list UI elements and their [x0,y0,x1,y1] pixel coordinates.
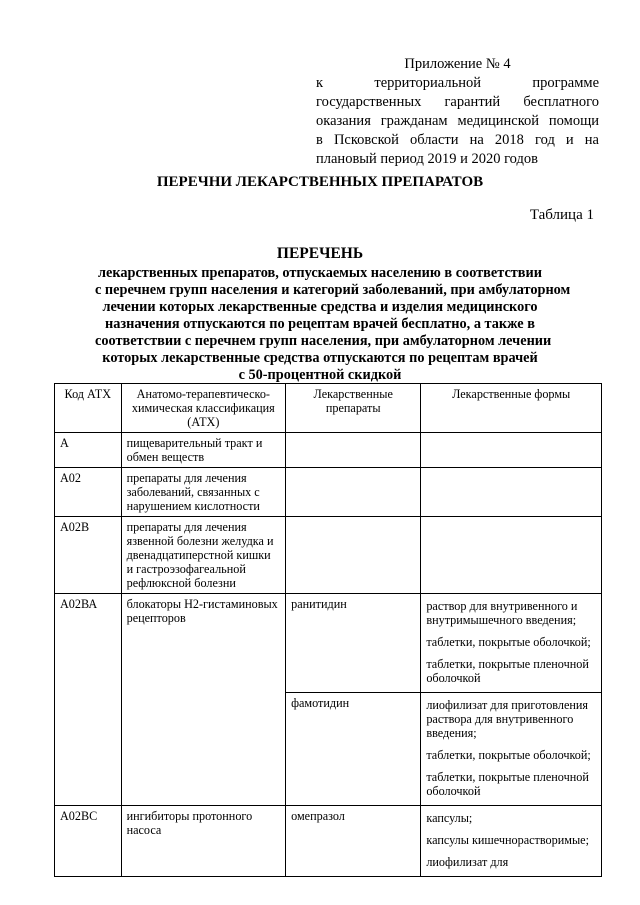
appendix-line: государственных гарантий бесплатного [316,94,599,110]
appendix-line: плановый период 2019 и 2020 годов [316,151,538,167]
table-row [55,594,602,693]
cell-forms [421,693,602,806]
subtitle-line: с перечнем групп населения и категорий заболеваний, при амбулаторном [95,282,571,298]
drug-form: раствор для внутривенного и внутримышечного введения; [426,599,578,627]
cell-forms [421,806,602,877]
cell-drug [286,433,421,468]
subtitle-line: которых лекарственные средства отпускаются по рецептам врачей [102,350,538,366]
appendix-line: в Псковской области на 2018 год и на [316,132,599,148]
cell-drug: ранитидин [286,594,421,693]
cell-drug [286,468,421,517]
list-subtitle [95,265,571,384]
cell-code: А02ВС [55,806,122,877]
cell-classification: ингибиторы протонного насоса [121,806,286,877]
drug-form: капсулы; [426,811,473,825]
cell-forms [421,468,602,517]
cell-forms [421,517,602,594]
header-drugs: Лекарственные препараты [286,384,421,433]
appendix-line: оказания гражданам медицинской помощи [316,113,599,129]
subtitle-line: с 50-процентной скидкой [238,367,402,383]
subtitle-line: лечении которых лекарственные средства и изделия медицинского [102,299,538,315]
cell-classification: пищеварительный тракт и обмен веществ [121,433,286,468]
drug-form: лиофилизат для приготовления раствора для внутривенного введения; [426,698,589,740]
header-code: Код АТХ [55,384,122,433]
table-row [55,468,602,517]
drug-table [54,383,602,877]
cell-forms [421,594,602,693]
drug-form: таблетки, покрытые оболочкой; [426,635,591,649]
header-forms: Лекарственные формы [421,384,602,433]
list-title: ПЕРЕЧЕНЬ [276,245,364,262]
subtitle-line: назначения отпускаются по рецептам врачей бесплатно, а также в [105,316,535,332]
cell-drug: фамотидин [286,693,421,806]
header-classification: Анатомо-терапевтическо-химическая классификация (АТХ) [121,384,286,433]
table-header-row [55,384,602,433]
subtitle-line: лекарственных препаратов, отпускаемых населению в соответствии [97,265,543,281]
drug-form: таблетки, покрытые пленочной оболочкой [426,770,589,798]
subtitle-line: соответствии с перечнем групп населения, при амбулаторном лечении [95,333,552,349]
cell-code: А02 [55,468,122,517]
table-row [55,433,602,468]
table-row [55,517,602,594]
appendix-line: к территориальной программе [316,75,599,91]
cell-classification: блокаторы Н2-гистаминовых рецепторов [121,594,286,806]
cell-forms [421,433,602,468]
cell-code: А [55,433,122,468]
cell-drug: омепразол [286,806,421,877]
cell-classification: препараты для лечения заболеваний, связанных с нарушением кислотности [121,468,286,517]
cell-drug [286,517,421,594]
cell-code: А02ВА [55,594,122,806]
table-row [55,806,602,877]
appendix-block [316,55,599,169]
drug-form: таблетки, покрытые оболочкой; [426,748,591,762]
drug-form: капсулы кишечнорастворимые; [426,833,589,847]
cell-classification: препараты для лечения язвенной болезни желудка и двенадцатиперстной кишки и гастроэзофагеальной рефлюксной болезни [121,517,286,594]
drug-form: лиофилизат для [426,855,509,869]
appendix-title: Приложение № 4 [404,56,511,72]
table-number: Таблица 1 [529,207,594,223]
drug-form: таблетки, покрытые пленочной оболочкой [426,657,589,685]
cell-code: А02В [55,517,122,594]
document-heading: ПЕРЕЧНИ ЛЕКАРСТВЕННЫХ ПРЕПАРАТОВ [156,174,484,190]
